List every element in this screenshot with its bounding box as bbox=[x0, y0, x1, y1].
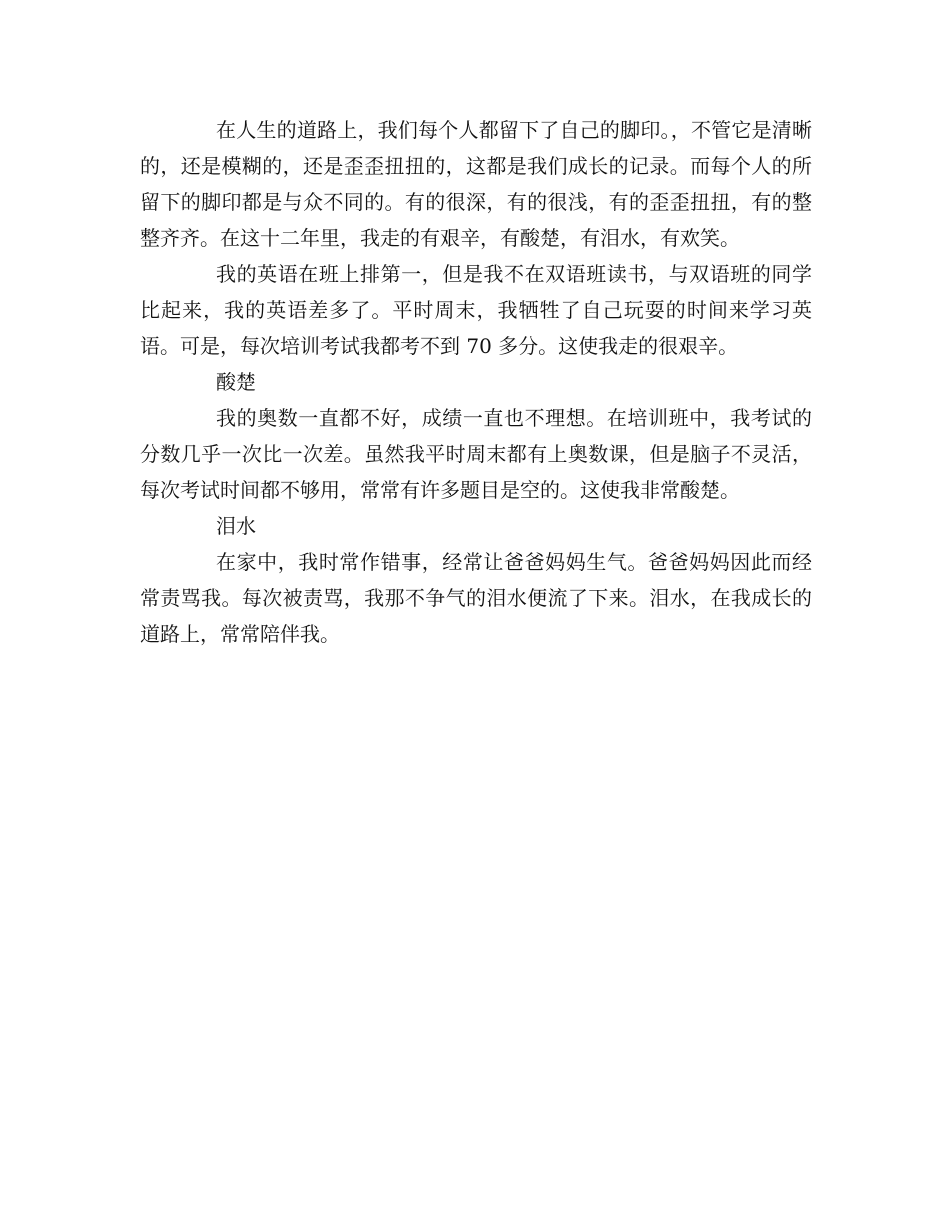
paragraph-intro: 在人生的道路上，我们每个人都留下了自己的脚印。，不管它是清晰的，还是模糊的，还是歪歪扭扭的，这都是我们成长的记录。而每个人的所留下的脚印都是与众不同的。有的很深，有的很浅，有的歪歪扭扭，有的整整齐齐。在这十二年里，我走的有艰辛，有酸楚，有泪水，有欢笑。 bbox=[140, 118, 812, 250]
heading-sour: 酸楚 bbox=[216, 370, 256, 394]
paragraph-home: 在家中，我时常作错事，经常让爸爸妈妈生气。爸爸妈妈因此而经常责骂我。每次被责骂，我那不争气的泪水便流了下来。泪水，在我成长的道路上，常常陪伴我。 bbox=[140, 550, 812, 646]
paragraph-english: 我的英语在班上排第一，但是我不在双语班读书，与双语班的同学比起来，我的英语差多了。平时周末，我牺牲了自己玩耍的时间来学习英语。可是，每次培训考试我都考不到 70 多分。这使我走的很艰辛。 bbox=[140, 262, 812, 358]
heading-tears: 泪水 bbox=[216, 514, 256, 538]
document-body bbox=[140, 112, 812, 652]
paragraph-olympiad-math: 我的奥数一直都不好，成绩一直也不理想。在培训班中，我考试的分数几乎一次比一次差。虽然我平时周末都有上奥数课，但是脑子不灵活，每次考试时间都不够用，常常有许多题目是空的。这使我非常酸楚。 bbox=[140, 406, 812, 502]
